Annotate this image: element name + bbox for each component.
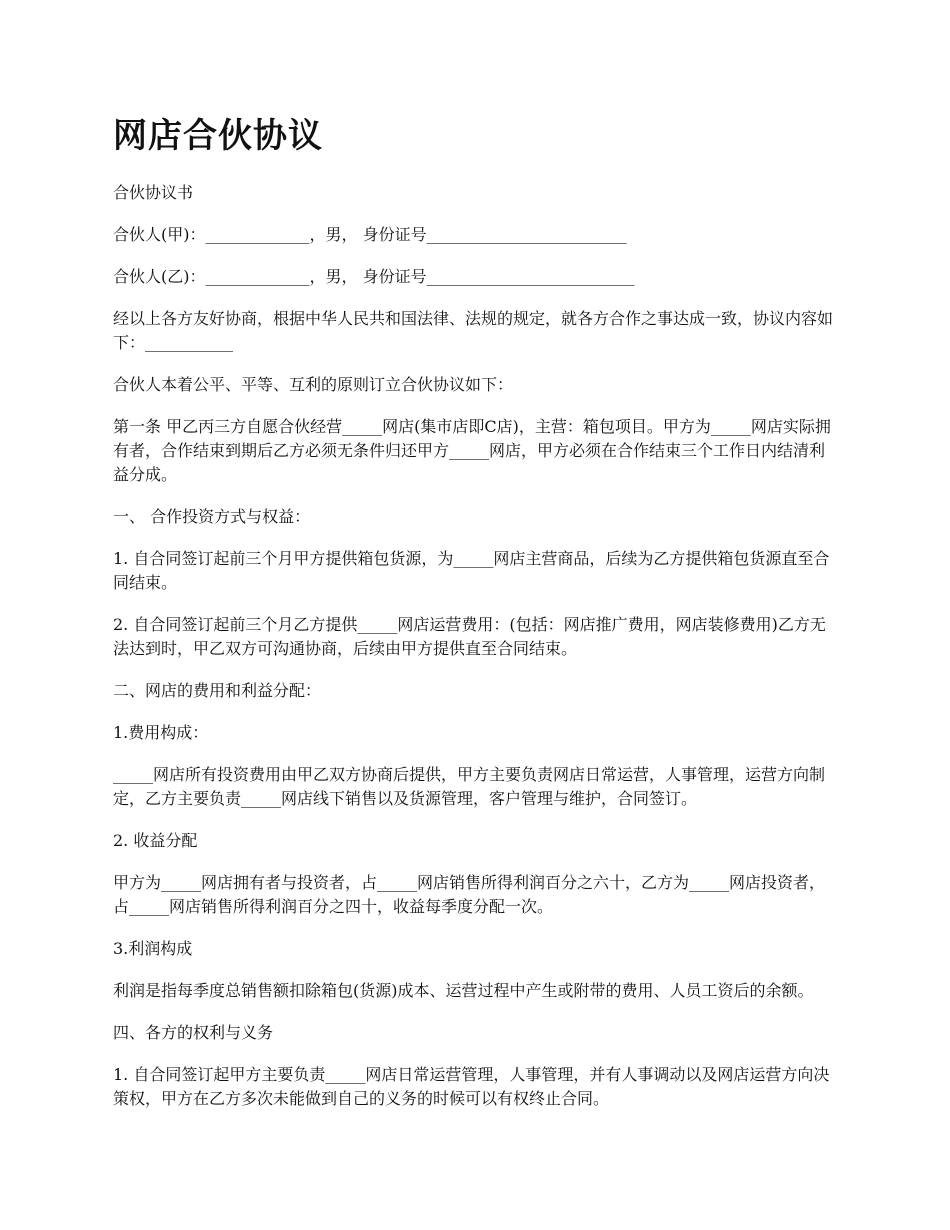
paragraph-article-1: 第一条 甲乙丙三方自愿合伙经营_____网店(集市店即C店)，主营：箱包项目。甲方为_____网店实际拥有者，合作结束到期后乙方必须无条件归还甲方_____网店，甲方必须在合作结束三个工作日内结清利益分成。 [113,417,831,484]
heading-revenue-share: 2. 收益分配 [113,831,198,850]
heading-costs-profits: 二、网店的费用和利益分配： [113,681,322,700]
paragraph-revenue-share: 甲方为_____网店拥有者与投资者，占_____网店销售所得利润百分之六十，乙方为_____网店投资者，占_____网店销售所得利润百分之四十，收益每季度分配一次。 [113,873,826,916]
paragraph-rights-1: 1. 自合同签订起甲方主要负责_____网店日常运营管理，人事管理，并有人事调动以及网店运营方向决策权，甲方在乙方多次未能做到自己的义务的时候可以有权终止合同。 [113,1065,830,1108]
paragraph-cost-structure: _____网店所有投资费用由甲乙双方协商后提供，甲方主要负责网店日常运营，人事管理，运营方向制定，乙方主要负责_____网店线下销售以及货源管理，客户管理与维护，合同签订。 [113,765,826,808]
paragraph-investment-2: 2. 自合同签订起前三个月乙方提供_____网店运营费用：(包括：网店推广费用，网店装修费用)乙方无法达到时，甲乙双方可沟通协商，后续由甲方提供直至合同结束。 [113,615,826,658]
heading-investment: 一、 合作投资方式与权益： [113,507,311,526]
paragraph-partner-a: 合伙人(甲)：_____________，男， 身份证号_________________________ [113,225,627,244]
heading-rights-obligations: 四、各方的权利与义务 [113,1023,274,1042]
paragraph-investment-1: 1. 自合同签订起前三个月甲方提供箱包货源，为_____网店主营商品，后续为乙方提供箱包货源直至合同结束。 [113,549,830,592]
heading-profit-structure: 3.利润构成 [113,939,193,958]
heading-cost-structure: 1.费用构成： [113,723,209,742]
paragraph-preamble: 经以上各方友好协商，根据中华人民共和国法律、法规的规定，就各方合作之事达成一致，协议内容如下：___________ [113,309,834,352]
paragraph-profit-structure: 利润是指每季度总销售额扣除箱包(货源)成本、运营过程中产生或附带的费用、人员工资后的余额。 [113,981,814,1000]
paragraph-subtitle: 合伙协议书 [113,183,194,202]
document-title: 网店合伙协议 [113,116,323,156]
paragraph-partner-b: 合伙人(乙)：_____________，男， 身份证号__________________________ [113,267,635,286]
paragraph-principle: 合伙人本着公平、平等、互利的原则订立合伙协议如下： [113,375,514,394]
